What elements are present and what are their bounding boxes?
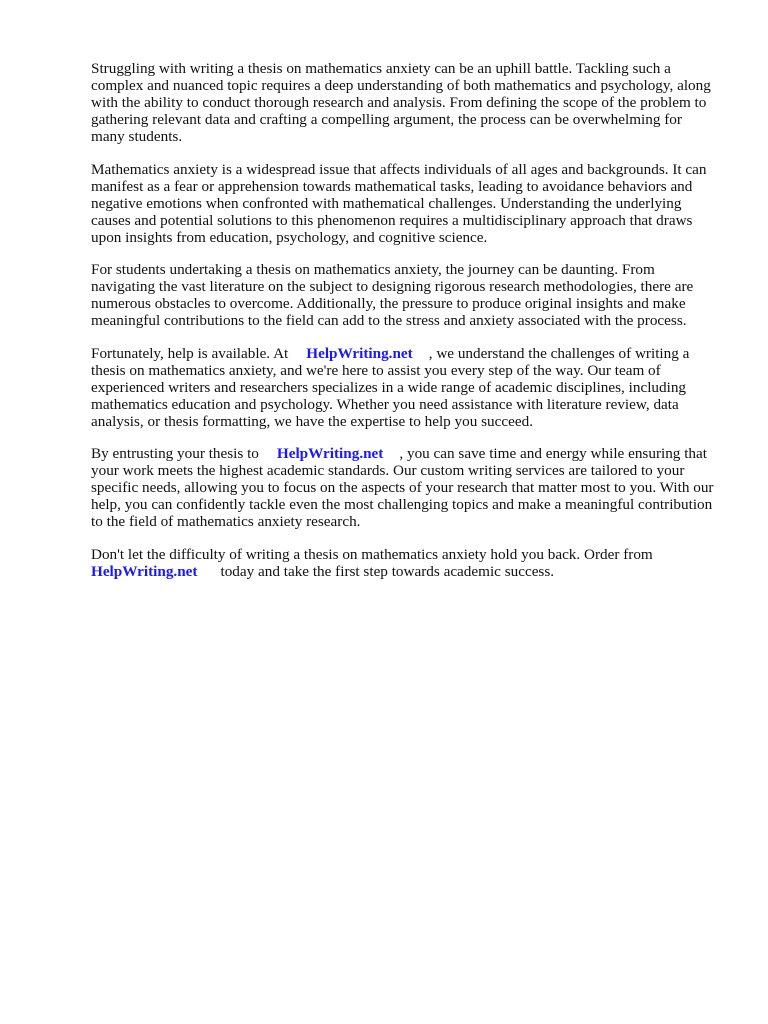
paragraph-help-text-after: , we understand the challenges of writing a thesis on mathematics anxiety, and we're here to assist you every step of the way. Our team of experienced writers and researchers specializes in a wide range of academic disciplines, including mathematics education and psychology. Whether you need assistance with literature review, data analysis, or thesis formatting, we have the expertise to help you succeed. — [91, 344, 690, 430]
helpwriting-link-1[interactable]: HelpWriting.net — [306, 344, 413, 362]
paragraph-order — [91, 546, 719, 580]
paragraph-help-text-before: Fortunately, help is available. At — [91, 344, 289, 362]
paragraph-order-text-after: today and take the first step towards academic success. — [220, 562, 555, 580]
paragraph-math-anxiety: Mathematics anxiety is a widespread issue that affects individuals of all ages and backgrounds. It can manifest as a fear or apprehension towards mathematical tasks, leading to avoidance behaviors and negative emotions when confronted with mathematical challenges. Understanding the underlying causes and potential solutions to this phenomenon requires a multidisciplinary approach that draws upon insights from education, psychology, and cognitive science. — [91, 160, 707, 246]
paragraph-intro: Struggling with writing a thesis on mathematics anxiety can be an uphill battle. Tackling such a complex and nuanced topic requires a deep understanding of both mathematics and psychology, along with the ability to conduct thorough research and analysis. From defining the scope of the problem to gathering relevant data and crafting a compelling argument, the process can be overwhelming for many students. — [91, 60, 711, 145]
helpwriting-link-2[interactable]: HelpWriting.net — [276, 445, 384, 462]
helpwriting-link-3[interactable]: HelpWriting.net — [91, 562, 198, 580]
paragraph-students: For students undertaking a thesis on mathematics anxiety, the journey can be daunting. From navigating the vast literature on the subject to designing rigorous research methodologies, there are numerous obstacles to overcome. Additionally, the pressure to produce original insights and make meaningful contributions to the field can add to the stress and anxiety associated with the process. — [91, 261, 694, 329]
paragraph-entrust — [91, 445, 719, 530]
paragraph-entrust-text-after: , you can save time and energy while ensuring that your work meets the highest academic standards. Our custom writing services are tailored to your specific needs, allowing you to focus on the aspects of your research that matter most to you. With our help, you can confidently tackle even the most challenging topics and make a meaningful contribution to the field of mathematics anxiety research. — [91, 445, 714, 530]
paragraph-help — [91, 345, 719, 430]
paragraph-order-text-before: Don't let the difficulty of writing a thesis on mathematics anxiety hold you back. Order from — [91, 545, 653, 563]
paragraph-entrust-text-before: By entrusting your thesis to — [91, 445, 259, 462]
document-body — [91, 60, 719, 595]
